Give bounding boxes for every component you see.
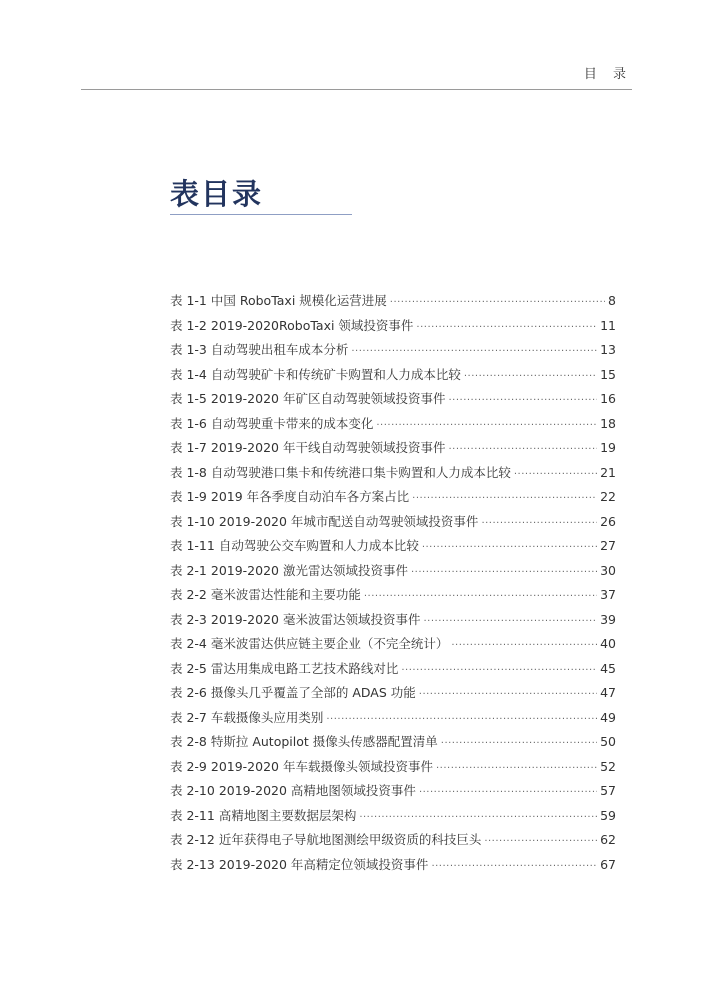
toc-dot-leader [464,365,597,390]
toc-entry-label: 表 2-5 雷达用集成电路工艺技术路线对比 [170,660,399,676]
toc-entry[interactable] [170,510,616,535]
toc-dot-leader [419,683,597,708]
toc-entry-label: 表 1-2 2019-2020RoboTaxi 领域投资事件 [170,317,414,333]
toc-page-number: 62 [600,832,616,847]
toc-page-number: 8 [608,293,616,308]
toc-entry-label: 表 2-7 车载摄像头应用类别 [170,709,324,725]
toc-dot-leader [359,806,597,831]
toc-entry-label: 表 1-1 中国 RoboTaxi 规模化运营进展 [170,293,387,308]
toc-page-number: 47 [600,685,616,700]
toc-page-number: 50 [600,734,616,749]
toc-entry-label: 表 2-8 特斯拉 Autopilot 摄像头传感器配置清单 [170,734,438,749]
toc-page-number: 19 [600,440,616,455]
toc-page-number: 57 [600,783,616,798]
toc-dot-leader [326,708,597,733]
toc-dot-leader [376,414,597,439]
toc-entry-label: 表 2-13 2019-2020 年高精定位领域投资事件 [170,856,429,872]
toc-entry[interactable] [170,534,616,559]
toc-entry-label: 表 1-8 自动驾驶港口集卡和传统港口集卡购置和人力成本比较 [170,464,511,480]
toc-list [170,289,616,877]
toc-dot-leader [364,585,597,610]
toc-entry-label: 表 2-9 2019-2020 年车载摄像头领域投资事件 [170,758,433,774]
toc-entry-label: 表 1-6 自动驾驶重卡带来的成本变化 [170,415,374,431]
toc-page-number: 18 [600,415,616,431]
toc-dot-leader [484,830,597,855]
toc-page-number: 11 [600,317,616,333]
toc-entry[interactable] [170,681,616,706]
toc-entry-label: 表 1-10 2019-2020 年城市配送自动驾驶领域投资事件 [170,513,479,529]
toc-dot-leader [412,487,597,512]
toc-dot-leader [411,561,597,586]
toc-page-number: 49 [600,709,616,725]
toc-dot-leader [436,757,597,782]
toc-entry[interactable] [170,461,616,486]
toc-entry[interactable] [170,706,616,731]
toc-entry[interactable] [170,804,616,829]
toc-page-number: 30 [600,562,616,578]
toc-entry[interactable] [170,412,616,437]
toc-dot-leader [514,463,597,488]
toc-dot-leader [423,610,597,635]
toc-entry[interactable] [170,289,616,314]
toc-dot-leader [422,536,597,561]
toc-dot-leader [419,781,597,806]
toc-entry-label: 表 1-4 自动驾驶矿卡和传统矿卡购置和人力成本比较 [170,366,461,382]
toc-entry[interactable] [170,755,616,780]
toc-dot-leader [441,732,597,757]
toc-page-number: 40 [600,636,616,651]
toc-dot-leader [390,291,605,316]
toc-page-number: 67 [600,856,616,872]
toc-entry-label: 表 2-11 高精地图主要数据层架构 [170,807,357,823]
toc-entry-label: 表 1-9 2019 年各季度自动泊车各方案占比 [170,489,410,504]
header-rule [81,89,632,90]
toc-entry[interactable] [170,485,616,510]
toc-entry-label: 表 1-5 2019-2020 年矿区自动驾驶领域投资事件 [170,391,446,406]
toc-entry[interactable] [170,583,616,608]
toc-entry[interactable] [170,657,616,682]
toc-entry-label: 表 1-11 自动驾驶公交车购置和人力成本比较 [170,538,419,553]
toc-entry[interactable] [170,387,616,412]
toc-entry[interactable] [170,730,616,755]
toc-page-number: 13 [600,342,616,357]
toc-dot-leader [448,438,597,463]
title-underline [170,214,352,215]
toc-page-number: 52 [600,758,616,774]
toc-page-number: 59 [600,807,616,823]
toc-entry-label: 表 1-7 2019-2020 年干线自动驾驶领域投资事件 [170,440,446,455]
toc-page-number: 22 [600,489,616,504]
toc-entry[interactable] [170,338,616,363]
toc-dot-leader [416,316,597,341]
toc-entry[interactable] [170,853,616,878]
page-title: 表目录 [170,177,264,211]
toc-entry[interactable] [170,363,616,388]
toc-page-number: 37 [600,587,616,602]
toc-page-number: 27 [600,538,616,553]
toc-dot-leader [448,389,597,414]
toc-page-number: 21 [600,464,616,480]
toc-page-number: 45 [600,660,616,676]
toc-entry[interactable] [170,632,616,657]
toc-page-number: 26 [600,513,616,529]
toc-entry[interactable] [170,608,616,633]
toc-dot-leader [451,634,597,659]
toc-entry-label: 表 1-3 自动驾驶出租车成本分析 [170,342,349,357]
toc-entry[interactable] [170,559,616,584]
toc-dot-leader [401,659,597,684]
toc-entry-label: 表 2-2 毫米波雷达性能和主要功能 [170,587,361,602]
toc-entry[interactable] [170,436,616,461]
toc-dot-leader [431,855,597,880]
toc-entry[interactable] [170,779,616,804]
toc-entry-label: 表 2-4 毫米波雷达供应链主要企业（不完全统计） [170,636,449,651]
toc-page-number: 39 [600,611,616,627]
toc-entry-label: 表 2-3 2019-2020 毫米波雷达领域投资事件 [170,611,421,627]
toc-entry-label: 表 2-10 2019-2020 高精地图领域投资事件 [170,783,416,798]
toc-dot-leader [481,512,597,537]
toc-dot-leader [351,340,597,365]
toc-entry-label: 表 2-12 近年获得电子导航地图测绘甲级资质的科技巨头 [170,832,482,847]
toc-entry[interactable] [170,314,616,339]
toc-entry-label: 表 2-1 2019-2020 激光雷达领域投资事件 [170,562,408,578]
toc-entry-label: 表 2-6 摄像头几乎覆盖了全部的 ADAS 功能 [170,685,416,700]
toc-entry[interactable] [170,828,616,853]
toc-page-number: 16 [600,391,616,406]
running-header: 目 录 [583,67,632,82]
toc-page-number: 15 [600,366,616,382]
